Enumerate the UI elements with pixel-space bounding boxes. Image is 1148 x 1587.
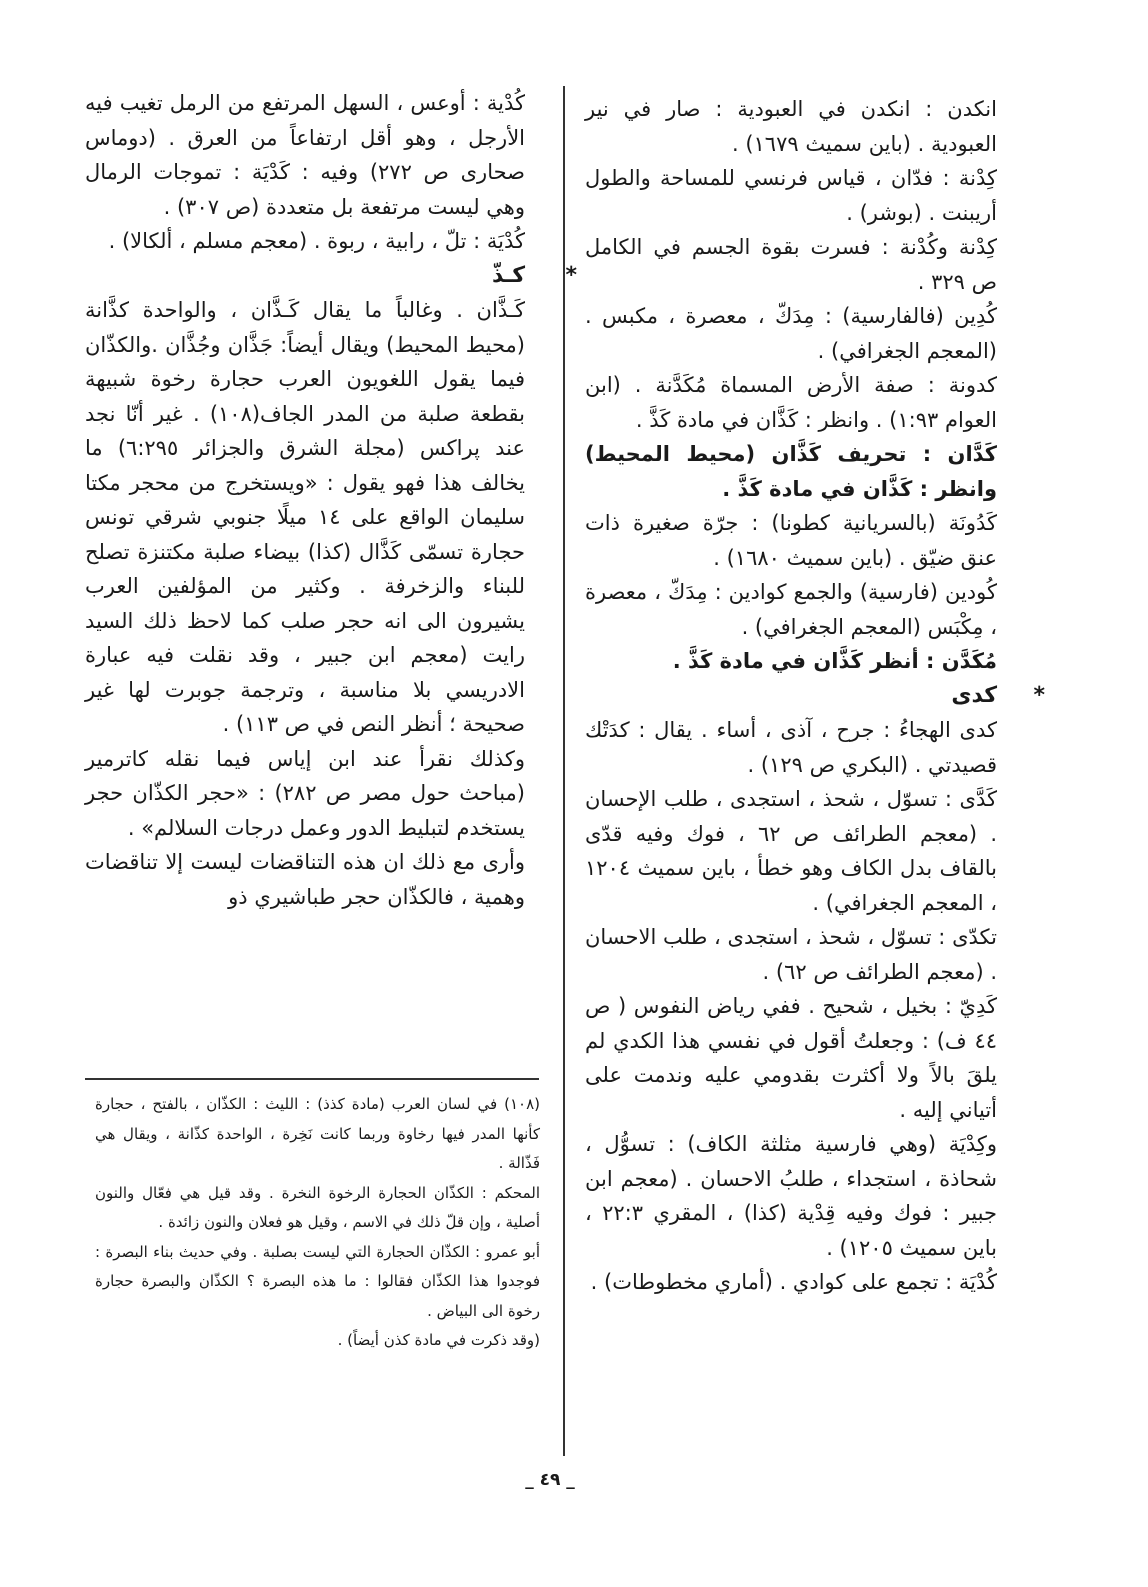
entry-kada-hija: كدى الهجاءُ : جرح ، آذى ، أساء . يقال : كدَتْك قصيدتي . (البكري ص ١٢٩) . xyxy=(585,718,997,777)
section-heading-kadh xyxy=(85,259,577,294)
footnote-see-also: (وقد ذكرت في مادة كذن أيضاً) . xyxy=(337,1331,540,1349)
entry-inkadan: انكدن : انكدن في العبودية : صار في نير العبودية . (باين سميث ١٦٧٩) . xyxy=(585,97,997,156)
entry-kadhdhan: كَـذَّان . وغالباً ما يقال كَـذَّان ، والواحدة كذَّانة (محيط المحيط) ويقال أيضاً: جَذَّان وجُذَّان .والكذّان فيما يقول اللغويون العرب حجارة رخوة شبيهة بقطعة صلبة من المدر الجاف(١٠٨) . غير أنّا نجد عند پراكس (مجلة الشرق والجزائر ٦:٢٩٥) ما يخالف هذا فهو يقول : «ويستخرج من محجر مكتا سليمان الواقع على ١٤ ميلًا جنوبي شرقي تونس حجارة تسمّى كَذَّال (كذا) بيضاء صلبة مكتنزة تصلح للبناء والزخرفة . وكثير من المؤلفين العرب يشيرون الى انه حجر صلب كما لاحظ ذلك السيد رايت (معجم ابن جبير ، وقد نقلت فيه عبارة الادريسي بلا مناسبة ، وترجمة جوبرت لها غير صحيحة ؛ أنظر النص في ص ١١٣) . xyxy=(85,298,525,736)
entry-kidna-kudna: كِدْنة وكُدْنة : فسرت بقوة الجسم في الكامل ص ٣٢٩ . xyxy=(585,235,997,294)
entry-kudya-sand: كُدْية : أوعس ، السهل المرتفع من الرمل تغيب فيه الأرجل ، وهو أقل ارتفاعاً من العرق . (دوماس صحارى ص ٢٧٢) وفيه : كَدْيَة : تموجات الرمال وهي ليست مرتفعة بل متعددة (ص ٣٠٧) . xyxy=(85,91,525,219)
entry-kadda: كَدَّى : تسوّل ، شحذ ، استجدى ، طلب الإحسان . (معجم الطرائف ص ٦٢ ، فوك وفيه قدّى بالقاف بدل الكاف وهو خطأ ، باين سميث ١٢٠٤ ، المعجم الجغرافي) . xyxy=(585,787,997,915)
entry-kidya: وكِدْيَة (وهي فارسية مثلثة الكاف) : تسوُّل ، شحاذة ، استجداء ، طلبُ الاحسان . (معجم ابن جبير : فوك وفيه قِدْية (كذا) ، المقري ٢٢:٣ ، باين سميث ١٢٠٥) . xyxy=(585,1132,997,1260)
entry-kudya-plural: كُدْيَة : تجمع على كوادي . (أماري مخطوطات) . xyxy=(590,1270,997,1294)
entry-kudin: كُدِين (فالفارسية) : مِدَكّ ، معصرة ، مكبس . (المعجم الجغرافي) . xyxy=(585,304,997,363)
footnotes xyxy=(95,1090,540,1356)
star-marker: * xyxy=(565,262,577,288)
footnote-muhkam: المحكم : الكذّان الحجارة الرخوة النخرة . وقد قيل هي فعّال والنون أصلية ، وإن قلّ ذلك في الاسم ، وقيل هو فعلان والنون زائدة . xyxy=(95,1183,540,1231)
footnote-abu-amr: أبو عمرو : الكذّان الحجارة التي ليست بصلبة . وفي حديث بناء البصرة : فوجدوا هذا الكذّان فقالوا : ما هذه البصرة ؟ الكذّان والبصرة حجارة رخوة الى البياض . xyxy=(95,1242,540,1320)
column-divider xyxy=(563,86,565,1456)
entry-contradictions: وأرى مع ذلك ان هذه التناقضات ليست إلا تناقضات وهمية ، فالكذّان حجر طباشيري ذو xyxy=(85,850,525,909)
page-number: _ ٤٩ _ xyxy=(525,1470,575,1490)
entry-kaduna-syriac: كَدُونَة (بالسريانية كطونا) : جرّة صغيرة ذات عنق ضيّق . (باين سميث ١٦٨٠) . xyxy=(585,511,997,570)
footnote-108: (١٠٨) في لسان العرب (مادة كذذ) : الليث : الكذّان ، بالفتح ، حجارة كأنها المدر فيها رخاوة وربما كانت نَخِرة ، الواحدة كذّانة ، ويقال هي فَذّالة . xyxy=(95,1095,540,1172)
entry-kudya-hill: كُدْيَة : تلّ ، رابية ، ربوة . (معجم مسلم ، ألكالا) . xyxy=(108,229,525,253)
heading-text: كدى xyxy=(951,682,997,708)
heading-text: كـذّ xyxy=(491,262,525,288)
entry-kaddan: كَدَّان : تحريف كَذَّان (محيط المحيط) وانظر : كَذَّان في مادة كَذَّ . xyxy=(585,442,997,501)
entry-ibn-iyas: وكذلك نقرأ عند ابن إياس فيما نقله كاترمير (مباحث حول مصر ص ٢٨٢) : «حجر الكذّان حجر يستخدم لتبليط الدور وعمل درجات السلالم» . xyxy=(85,746,525,840)
star-marker: * xyxy=(1033,682,1045,708)
entry-kudin-persian: كُودين (فارسية) والجمع كوادين : مِدَكّ ، معصرة ، مِكْبَس (المعجم الجغرافي) . xyxy=(585,580,997,639)
entry-takadda: تكدّى : تسوّل ، شحذ ، استجدى ، طلب الاحسان . (معجم الطرائف ص ٦٢) . xyxy=(585,925,997,984)
entry-kaduna: كدونة : صفة الأرض المسماة مُكَدَّنة . (ابن العوام ١:٩٣) . وانظر : كَذَّان في مادة كَذَّ . xyxy=(585,373,997,432)
section-heading-kada xyxy=(585,679,1045,714)
right-column xyxy=(585,92,1045,1300)
entry-mukaddan: مُكَدَّن : أنظر كَذَّان في مادة كَذَّ . xyxy=(672,649,997,673)
entry-kadiyy: كَدِيّ : بخيل ، شحيح . ففي رياض النفوس ( ص ٤٤ ف) : وجعلتُ أقول في نفسي هذا الكدي لم يلقَ بالاً ولا أكثرت بقدومي عليه وندمت على أتياني إليه . xyxy=(585,994,997,1122)
footnote-separator xyxy=(85,1078,539,1080)
left-column xyxy=(85,86,577,914)
entry-kidna: كِدْنة : فدّان ، قياس فرنسي للمساحة والطول أريبنت . (بوشر) . xyxy=(585,166,997,225)
